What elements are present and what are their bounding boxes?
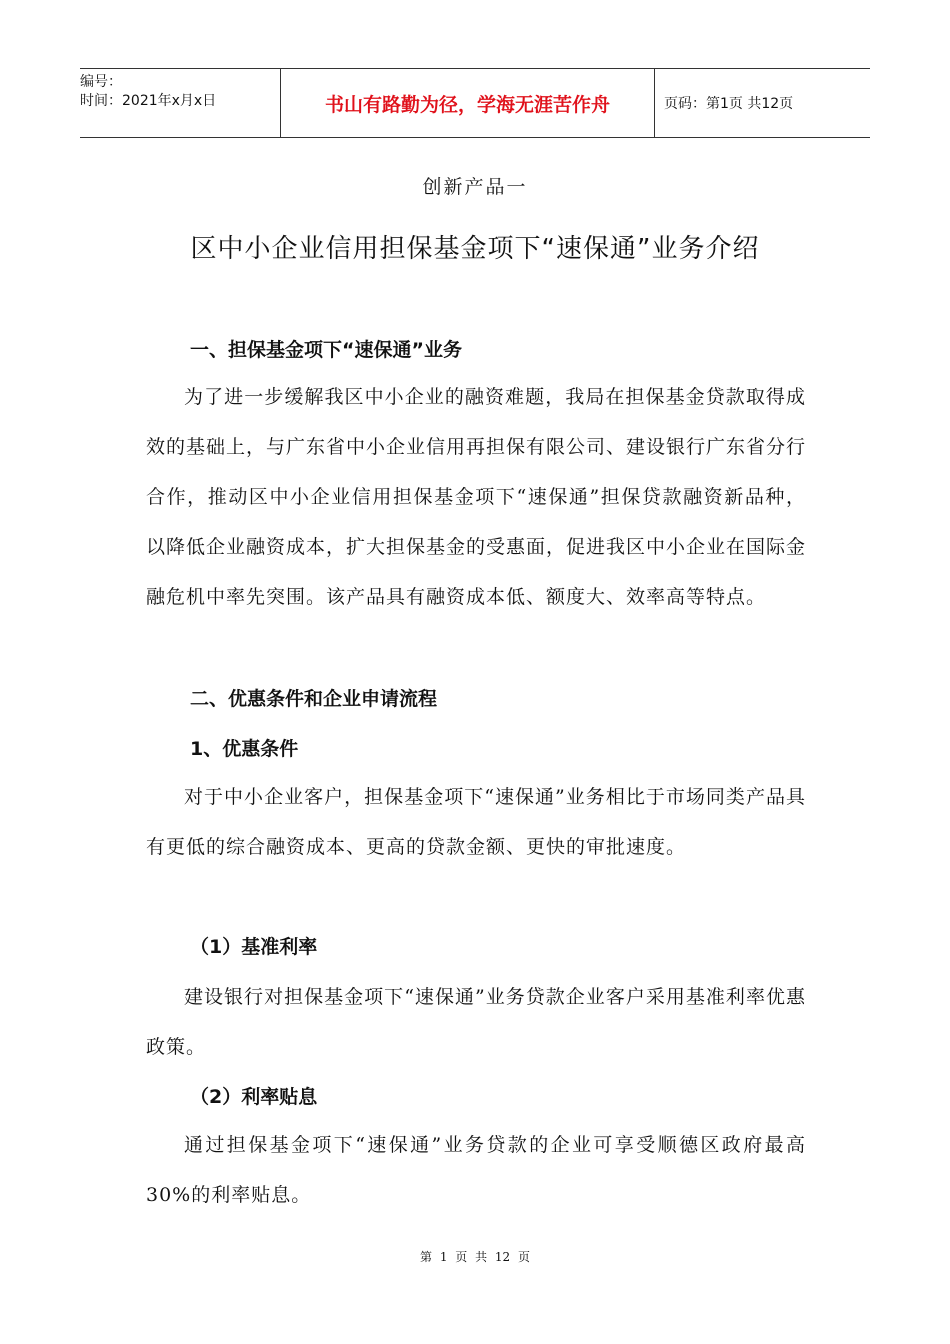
doc-title: 区中小企业信用担保基金项下“速保通”业务介绍 <box>190 234 760 264</box>
header-motto: 书山有路勤为径，学海无涯苦作舟 <box>280 69 655 137</box>
section1-heading: 一、担保基金项下“速保通”业务 <box>190 339 462 361</box>
header-meta <box>80 69 280 137</box>
doc-subtitle: 创新产品一 <box>422 176 528 198</box>
item1-paragraph: 建设银行对担保基金项下“速保通”业务贷款企业客户采用基准利率优惠政策。 <box>146 986 806 1058</box>
item1-heading: （1）基准利率 <box>190 936 318 958</box>
doc-date: 时间：2021年x月x日 <box>80 93 217 109</box>
document-header <box>80 68 870 138</box>
sub1-heading: 1、优惠条件 <box>190 738 299 760</box>
doc-number-label: 编号： <box>80 74 122 90</box>
section2-heading: 二、优惠条件和企业申请流程 <box>190 688 438 710</box>
header-page-info: 页码：第1页 共12页 <box>664 96 794 112</box>
item2-paragraph: 通过担保基金项下“速保通”业务贷款的企业可享受顺德区政府最高30%的利率贴息。 <box>146 1134 806 1206</box>
page-footer: 第 1 页 共 12 页 <box>420 1250 530 1264</box>
section1-paragraph: 为了进一步缓解我区中小企业的融资难题，我局在担保基金贷款取得成效的基础上，与广东省中小企业信用再担保有限公司、建设银行广东省分行合作，推动区中小企业信用担保基金项下“速保通”担保贷款融资新品种，以降低企业融资成本，扩大担保基金的受惠面，促进我区中小企业在国际金融危机中率先突围。该产品具有融资成本低、额度大、效率高等特点。 <box>146 386 807 608</box>
item2-heading: （2）利率贴息 <box>190 1086 318 1108</box>
sub1-paragraph: 对于中小企业客户，担保基金项下“速保通”业务相比于市场同类产品具有更低的综合融资成本、更高的贷款金额、更快的审批速度。 <box>146 786 806 858</box>
